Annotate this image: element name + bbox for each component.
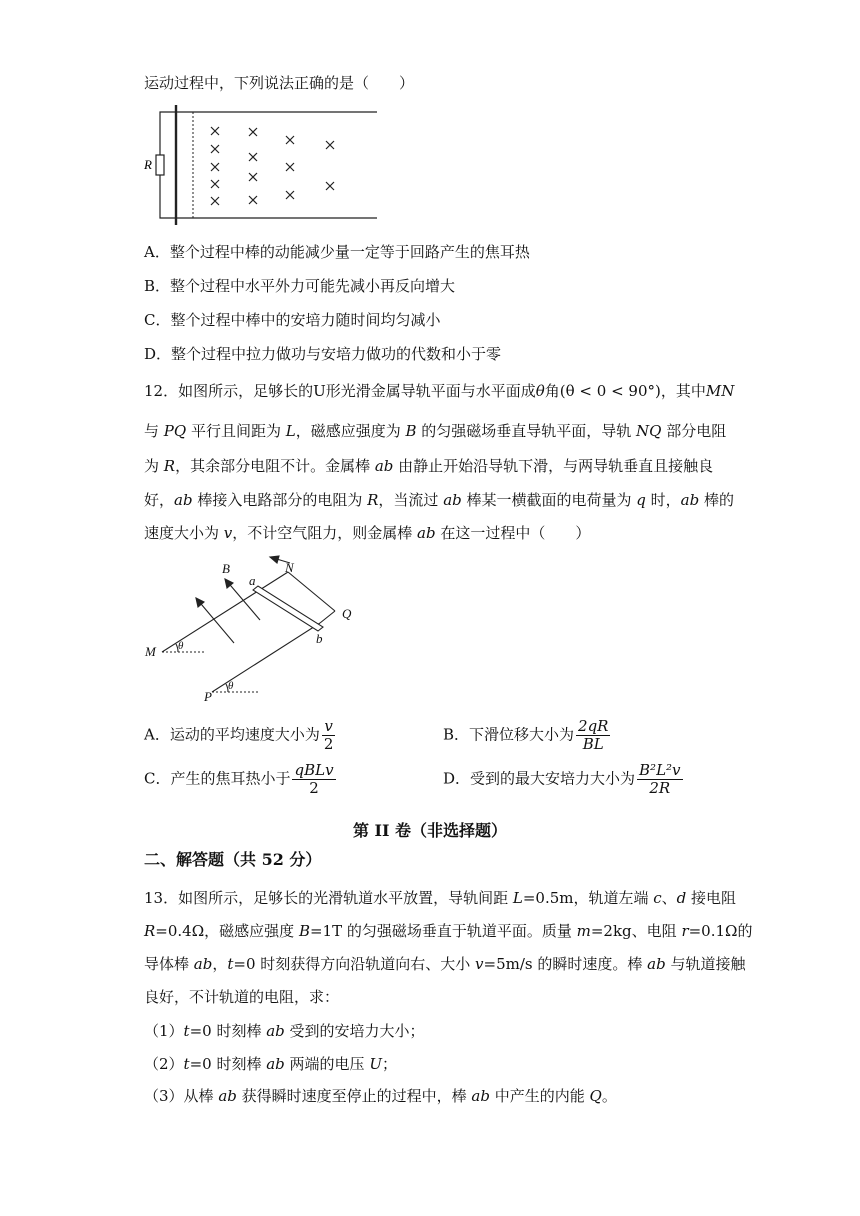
label-a: a [249, 573, 256, 588]
label-M: M [145, 644, 156, 659]
fraction: $\frac{v}{2}$ [323, 717, 334, 753]
fraction: $\frac{\text{B²L²v}}{2R}$ [639, 761, 681, 797]
q12-line5: 速度大小为 v，不计空气阻力，则金属棒 ab 在这一过程中（ ） [144, 524, 591, 542]
q11-figure [140, 105, 385, 230]
label-N: N [285, 560, 294, 575]
label-P: P [204, 689, 212, 704]
q12-option-d: D．受到的最大安培力大小为 $\frac{\text{B²L²v}}{2R}$ [443, 761, 681, 797]
q11-option-b: B．整个过程中水平外力可能先减小再反向增大 [144, 277, 456, 295]
q12-option-c: C．产生的焦耳热小于 $\frac{\text{qBLv}}{2}$ [144, 761, 334, 797]
q12-figure [140, 555, 370, 705]
q13-line4: 良好，不计轨道的电阻，求： [144, 988, 340, 1006]
section-subtitle: 二、解答题（共 52 分） [144, 850, 322, 869]
q12-line4: 好，ab 棒接入电路部分的电阻为 R，当流过 ab 棒某一横截面的电荷量为 q 时，ab 棒的 [144, 491, 734, 509]
q13-sub1: （1）t=0 时刻棒 ab 受到的安培力大小； [144, 1022, 425, 1040]
q13-sub3: （3）从棒 ab 获得瞬时速度至停止的过程中，棒 ab 中产生的内能 Q。 [144, 1087, 617, 1105]
label-theta-1: θ [178, 640, 184, 652]
q11-option-c: C．整个过程中棒中的安培力随时间均匀减小 [144, 311, 441, 329]
label-Q: Q [342, 606, 352, 621]
fraction: $\frac{2qR}{BL}$ [578, 717, 609, 753]
q12-option-a: A．运动的平均速度大小为 $\frac{v}{2}$ [144, 717, 334, 753]
fraction: $\frac{\text{qBLv}}{2}$ [294, 761, 334, 797]
label-R: R [144, 157, 152, 172]
q11-option-a: A．整个过程中棒的动能减少量一定等于回路产生的焦耳热 [144, 243, 530, 261]
q12-line3: 为 R，其余部分电阻不计。金属棒 ab 由静止开始沿导轨下滑，与两导轨垂直且接触良 [144, 457, 714, 475]
q13-line1: 13．如图所示，足够长的光滑轨道水平放置，导轨间距 L=0.5m，轨道左端 c、d 接电阻 [144, 889, 737, 907]
q12-line1: 12．如图所示，足够长的U形光滑金属导轨平面与水平面成θ角(θ < 0 < 90°)，其中MN [144, 382, 735, 400]
q11-option-d: D．整个过程中拉力做功与安培力做功的代数和小于零 [144, 345, 502, 363]
q13-line3: 导体棒 ab，t=0 时刻获得方向沿轨道向右、大小 v=5m/s 的瞬时速度。棒 ab 与轨道接触 [144, 955, 746, 973]
magnetic-field-crosses [211, 127, 334, 205]
q12-line2: 与 PQ 平行且间距为 L，磁感应强度为 B 的匀强磁场垂直导轨平面，导轨 NQ 部分电阻 [144, 422, 727, 440]
q11-stem-tail: 运动过程中，下列说法正确的是（ ） [144, 74, 415, 92]
q13-line2: R=0.4Ω，磁感应强度 B=1T 的匀强磁场垂直于轨道平面。质量 m=2kg、电阻 r=0.1Ω的 [144, 922, 753, 940]
q13-sub2: （2）t=0 时刻棒 ab 两端的电压 U； [144, 1055, 397, 1073]
label-theta-2: θ [228, 680, 234, 692]
label-B: B [222, 561, 230, 576]
label-b: b [316, 631, 323, 646]
q12-option-b: B．下滑位移大小为 $\frac{2qR}{BL}$ [443, 717, 609, 753]
section-title: 第 II 卷（非选择题） [352, 821, 508, 840]
